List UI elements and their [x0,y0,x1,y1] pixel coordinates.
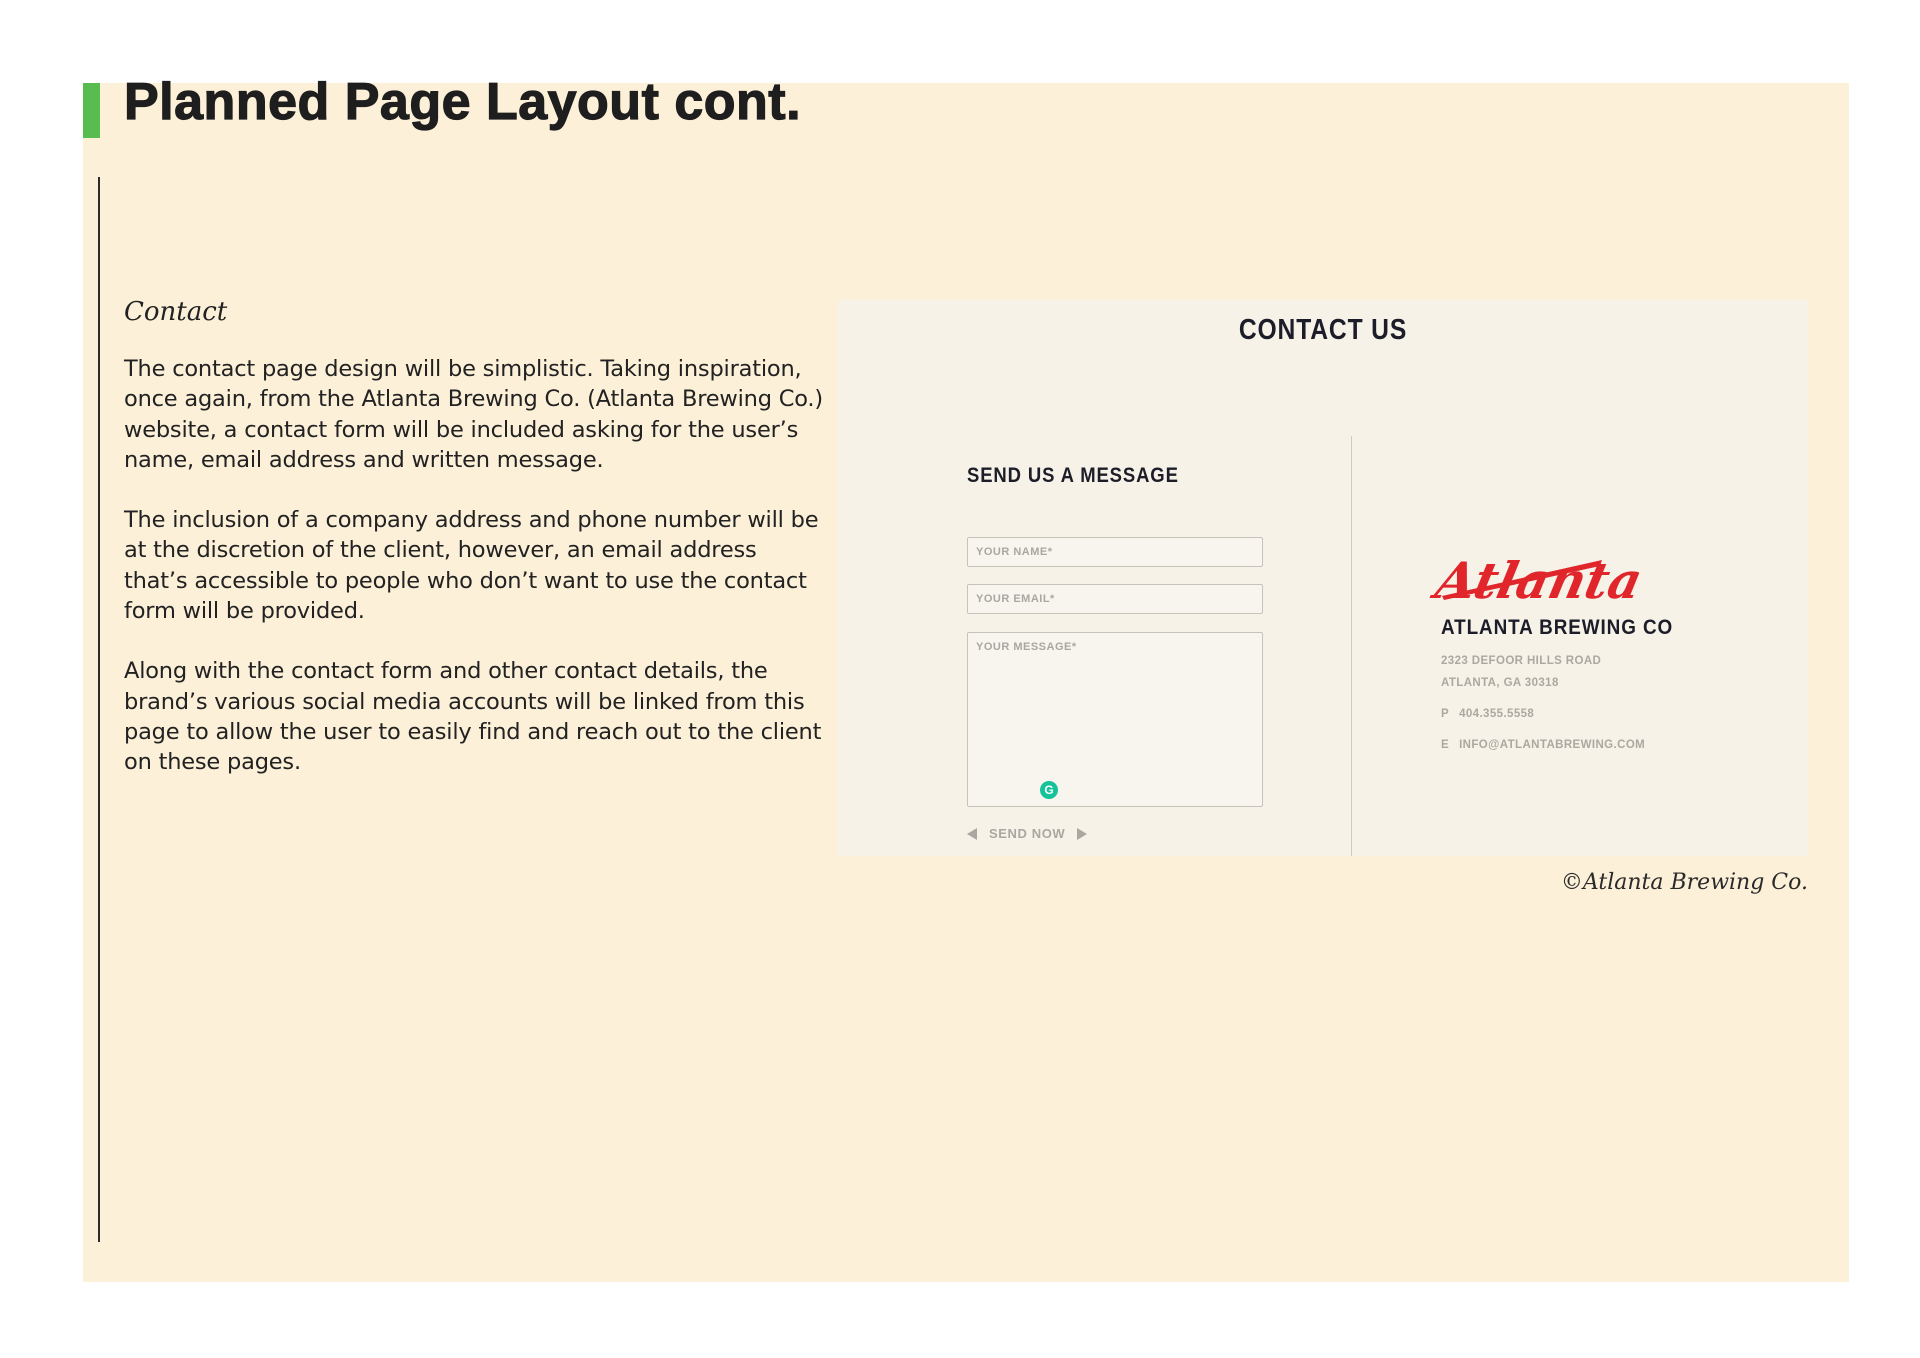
paragraph-3: Along with the contact form and other contact details, the brand’s various social media accounts will be linked from this page to allow the user to easily find and reach out to the client on these pages. [124,658,822,776]
atlanta-logo [1430,548,1648,610]
send-message-heading: SEND US A MESSAGE [967,464,1179,487]
paragraph-2: The inclusion of a company address and phone number will be at the discretion of the client, however, an email address that’s accessible to people who don’t want to use the contact form will be provided. [124,507,819,625]
email-address[interactable]: INFO@ATLANTABREWING.COM [1459,739,1646,751]
email-line [1441,739,1645,751]
contact-description [124,294,824,808]
title-accent-bar [83,83,100,138]
contact-us-heading: CONTACT US [1238,314,1408,346]
grammarly-icon[interactable]: G [1040,781,1058,799]
left-vertical-rule [98,177,100,1242]
name-field[interactable] [967,537,1263,567]
arrow-left-icon [967,828,977,840]
phone-line [1441,708,1534,720]
company-name: ATLANTA BREWING CO [1441,616,1674,639]
section-title: Contact [124,297,228,327]
message-field[interactable] [967,632,1263,807]
send-now-label: SEND NOW [989,826,1066,841]
image-credit: ©Atlanta Brewing Co. [1560,870,1808,895]
page-title: Planned Page Layout cont. [124,73,802,131]
email-field[interactable] [967,584,1263,614]
column-divider [1351,436,1352,856]
phone-label: P [1441,708,1450,720]
arrow-right-icon [1077,828,1087,840]
email-label: E [1441,739,1450,751]
phone-number[interactable]: 404.355.5558 [1459,708,1535,720]
paragraph-1: The contact page design will be simplistic. Taking inspiration, once again, from the Atlanta Brewing Co. (Atlanta Brewing Co.) website, a contact form will be included asking for the user’s name, email address and written message. [124,356,823,473]
address-line-1: 2323 DEFOOR HILLS ROAD [1441,655,1602,667]
logo-wordmark: Atlanta [1430,551,1648,610]
address-line-2: ATLANTA, GA 30318 [1441,677,1559,689]
send-now-button[interactable] [967,826,1087,841]
contact-page-screenshot [838,300,1808,856]
